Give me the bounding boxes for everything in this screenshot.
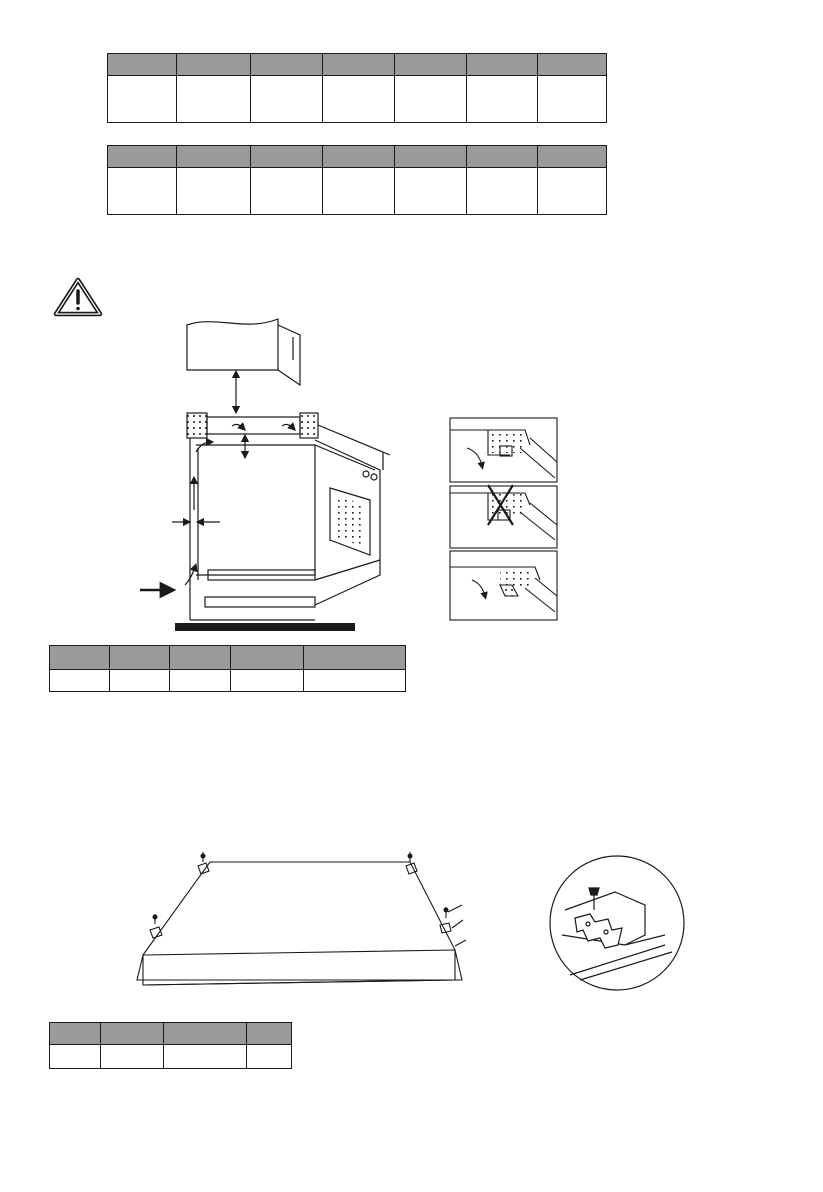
hob-fixing-diagram	[137, 852, 466, 985]
bracket-magnified-detail	[550, 856, 684, 990]
floor-base	[175, 623, 355, 631]
warning-triangle-icon	[56, 280, 100, 314]
screw-heads	[153, 854, 449, 920]
oven-installation-diagram	[140, 319, 390, 620]
incorrect-fitting-detail	[450, 485, 557, 548]
correct-fitting-detail-2	[450, 551, 557, 620]
correct-fitting-detail-1	[450, 418, 557, 482]
